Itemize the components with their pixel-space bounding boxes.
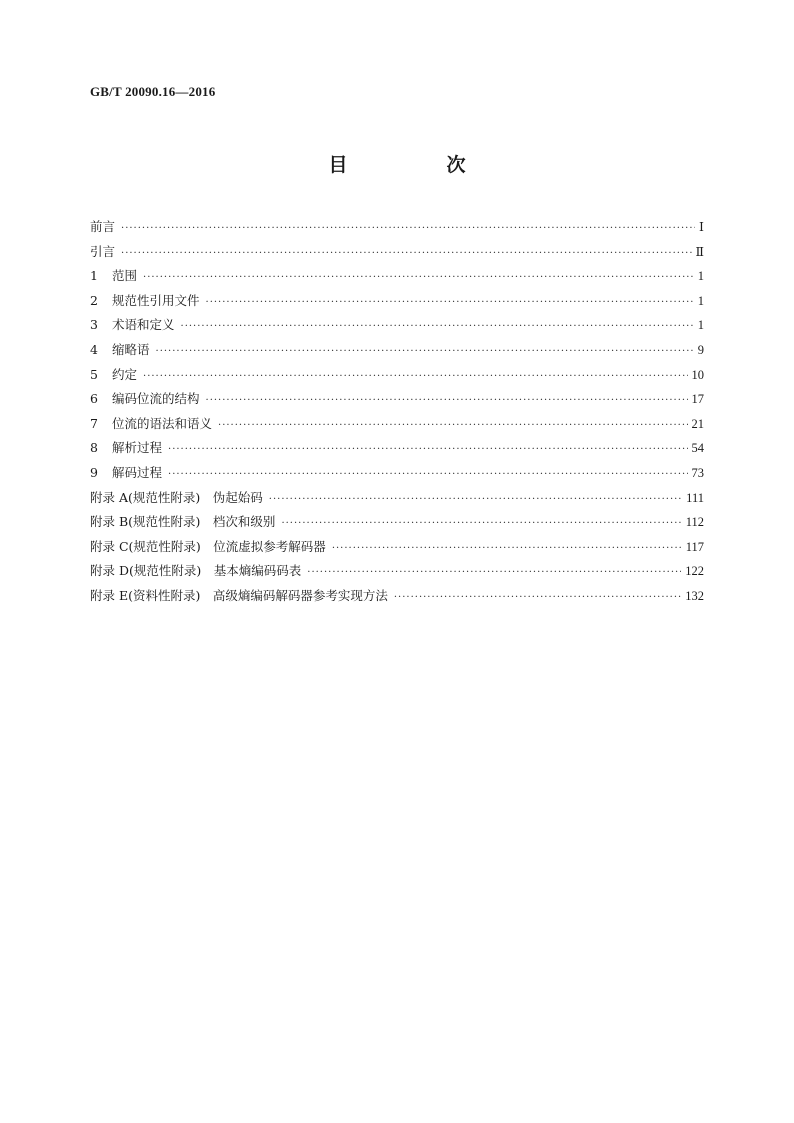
toc-entry-page: 122 xyxy=(685,564,704,579)
toc-entry-number: 8 xyxy=(90,440,98,456)
toc-entry-label xyxy=(90,561,301,581)
toc-entry-terms-definitions[interactable] xyxy=(90,315,704,340)
dot-leader xyxy=(121,219,695,239)
toc-entry-number: 3 xyxy=(90,317,98,333)
toc-entry-annex-a[interactable] xyxy=(90,488,704,513)
table-of-contents xyxy=(90,217,704,611)
toc-entry-page: 73 xyxy=(691,465,704,480)
toc-entry-label xyxy=(90,586,388,606)
toc-entry-conventions[interactable] xyxy=(90,365,704,390)
toc-entry-page: 132 xyxy=(685,588,704,603)
toc-entry-annex-c[interactable] xyxy=(90,537,704,562)
toc-entry-annex-e[interactable] xyxy=(90,586,704,611)
dot-leader xyxy=(332,539,682,559)
toc-entry-page: 1 xyxy=(697,293,704,308)
toc-entry-page: 10 xyxy=(691,367,704,382)
toc-entry-label xyxy=(90,537,326,557)
toc-entry-number: 9 xyxy=(90,464,98,480)
toc-entry-label xyxy=(90,242,115,262)
toc-entry-number: 附录 A xyxy=(90,489,129,505)
toc-entry-label xyxy=(90,389,200,409)
toc-entry-page: 17 xyxy=(691,392,704,407)
toc-entry-number: 6 xyxy=(90,391,98,407)
toc-entry-label xyxy=(90,266,137,286)
toc-entry-title: 规范性引用文件 xyxy=(112,292,200,308)
toc-entry-label xyxy=(90,488,263,508)
toc-entry-page: 9 xyxy=(697,342,704,357)
dot-leader xyxy=(121,244,691,264)
dot-leader xyxy=(218,416,687,436)
toc-entry-title: (规范性附录) 位流虚拟参考解码器 xyxy=(128,538,326,554)
toc-entry-title: 位流的语法和语义 xyxy=(112,415,213,431)
toc-entry-bitstream-structure[interactable] xyxy=(90,389,704,414)
toc-entry-page: 54 xyxy=(691,441,704,456)
toc-entry-parsing-process[interactable] xyxy=(90,438,704,463)
toc-entry-title: 解析过程 xyxy=(112,440,163,456)
toc-entry-title: (规范性附录) 档次和级别 xyxy=(128,514,276,530)
toc-entry-label xyxy=(90,217,115,237)
dot-leader xyxy=(143,367,687,387)
toc-entry-title: (规范性附录) 基本熵编码码表 xyxy=(129,563,302,579)
toc-entry-page: 112 xyxy=(685,515,704,530)
toc-entry-label xyxy=(90,315,175,335)
toc-entry-number: 4 xyxy=(90,341,98,357)
dot-leader xyxy=(206,293,694,313)
toc-entry-title: 范围 xyxy=(112,268,138,284)
toc-entry-page: Ⅱ xyxy=(695,244,704,259)
toc-entry-number: 7 xyxy=(90,415,98,431)
toc-entry-normative-references[interactable] xyxy=(90,291,704,316)
toc-entry-number: 附录 D xyxy=(90,563,129,579)
toc-entry-label xyxy=(90,463,162,483)
toc-entry-title: (资料性附录) 高级熵编码解码器参考实现方法 xyxy=(128,587,388,603)
toc-entry-syntax-semantics[interactable] xyxy=(90,414,704,439)
toc-entry-number: 2 xyxy=(90,292,98,308)
toc-entry-title: 前言 xyxy=(90,219,116,234)
dot-leader xyxy=(181,317,694,337)
dot-leader xyxy=(156,342,694,362)
dot-leader xyxy=(168,465,687,485)
toc-entry-number: 附录 B xyxy=(90,514,129,530)
toc-entry-number: 附录 E xyxy=(90,587,129,603)
toc-entry-number: 5 xyxy=(90,366,98,382)
toc-entry-decoding-process[interactable] xyxy=(90,463,704,488)
dot-leader xyxy=(307,563,681,583)
standard-number: GB/T 20090.16—2016 xyxy=(90,84,216,99)
toc-entry-label xyxy=(90,414,212,434)
toc-entry-page: 21 xyxy=(691,416,704,431)
toc-entry-page: 117 xyxy=(685,539,704,554)
toc-entry-number: 1 xyxy=(90,268,98,284)
dot-leader xyxy=(168,440,687,460)
toc-entry-abbreviations[interactable] xyxy=(90,340,704,365)
dot-leader xyxy=(143,268,694,288)
toc-entry-page: 111 xyxy=(686,490,704,505)
toc-entry-label xyxy=(90,291,200,311)
dot-leader xyxy=(269,490,682,510)
toc-entry-number: 附录 C xyxy=(90,538,129,554)
toc-entry-introduction[interactable] xyxy=(90,242,704,267)
toc-entry-title: 引言 xyxy=(90,243,116,259)
toc-entry-title: 解码过程 xyxy=(112,464,163,480)
toc-entry-title: 缩略语 xyxy=(112,341,150,357)
toc-entry-foreword[interactable] xyxy=(90,217,704,242)
toc-entry-page: 1 xyxy=(697,318,704,333)
toc-entry-annex-b[interactable] xyxy=(90,512,704,537)
dot-leader xyxy=(206,391,688,411)
dot-leader xyxy=(281,514,681,534)
toc-entry-title: 术语和定义 xyxy=(112,317,175,333)
page-title: 目 次 xyxy=(328,154,506,176)
toc-entry-page: 1 xyxy=(697,269,704,284)
toc-entry-title: 编码位流的结构 xyxy=(112,391,200,407)
toc-entry-title: (规范性附录) 伪起始码 xyxy=(128,489,263,505)
toc-entry-page: Ⅰ xyxy=(699,220,704,234)
toc-entry-label xyxy=(90,438,162,458)
dot-leader xyxy=(394,588,681,608)
toc-entry-label xyxy=(90,365,137,385)
toc-entry-title: 约定 xyxy=(112,366,138,382)
toc-entry-annex-d[interactable] xyxy=(90,561,704,586)
toc-entry-label xyxy=(90,512,275,532)
toc-entry-scope[interactable] xyxy=(90,266,704,291)
toc-entry-label xyxy=(90,340,150,360)
